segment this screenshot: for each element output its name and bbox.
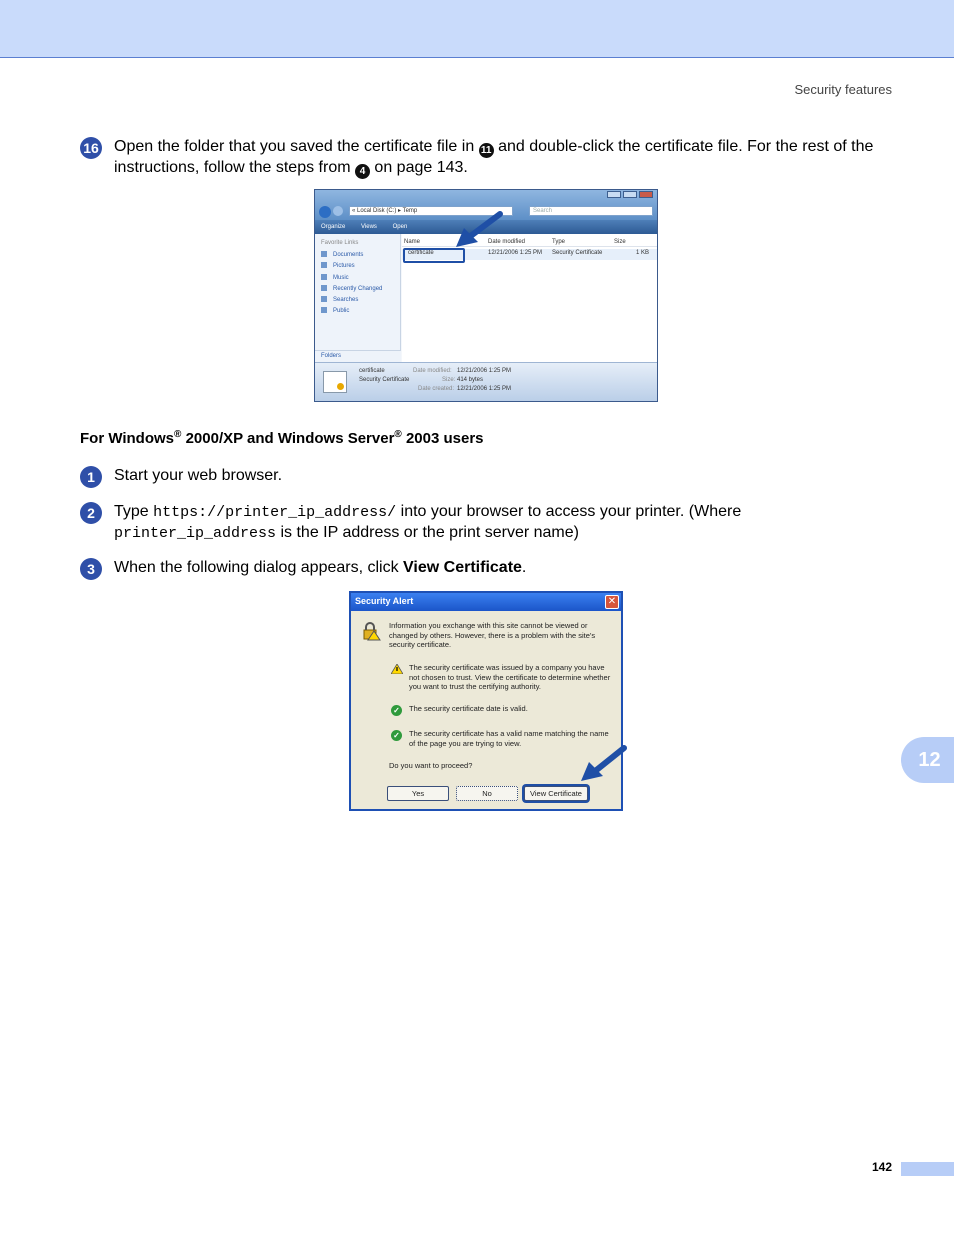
- step-3: [80, 558, 900, 580]
- file-type: Security Certificate: [552, 250, 603, 256]
- dialog-date-valid: The security certificate date is valid.: [409, 704, 528, 713]
- nav-link: Recently Changed: [321, 284, 396, 295]
- detail-modified-label: Date modified:: [413, 368, 452, 374]
- warning-icon: [391, 664, 403, 674]
- nav-link: Documents: [321, 250, 396, 261]
- column-date: Date modified: [488, 239, 526, 245]
- favorite-links-label: Favorite Links: [321, 240, 359, 246]
- dialog-name-valid: The security certificate has a valid name matching the name of the page you are trying to view.: [409, 729, 609, 748]
- lock-warning-icon: [361, 621, 381, 641]
- text-run: is the IP address or the print server name): [276, 524, 579, 541]
- step-badge: 2: [80, 502, 102, 524]
- close-icon: ✕: [605, 595, 619, 609]
- column-type: Type: [552, 239, 566, 245]
- views-menu: Views: [361, 224, 377, 230]
- heading-text: 2003 users: [401, 430, 484, 447]
- dialog-title: Security Alert: [351, 593, 621, 611]
- bold-label: View Certificate: [403, 559, 522, 576]
- maximize-icon: [623, 191, 637, 198]
- nav-link: Searches: [321, 295, 396, 306]
- step-reference: 4: [355, 164, 370, 179]
- text-run: and double-click the certificate file. For the rest of the instructions, follow the steps from: [114, 138, 874, 176]
- details-pane: [315, 362, 657, 402]
- dialog-intro: Information you exchange with this site cannot be viewed or changed by others. However, there is a problem with the site's security certificate.: [389, 621, 596, 649]
- step-2: [80, 502, 900, 546]
- column-name: Name: [404, 239, 421, 245]
- top-banner: [0, 0, 954, 58]
- step-reference: 11: [479, 143, 494, 158]
- check-icon: ✓: [391, 730, 402, 741]
- file-size: 1 KB: [636, 250, 650, 256]
- file-name: certificate: [408, 250, 434, 256]
- page-bar: [901, 1162, 954, 1176]
- nav-link: Pictures: [321, 261, 396, 272]
- detail-size-label: Size:: [442, 377, 456, 383]
- column-headers: [402, 238, 657, 247]
- step-1: [80, 466, 900, 488]
- nav-link: Public: [321, 306, 396, 317]
- text-run: .: [521, 559, 527, 576]
- minimize-icon: [607, 191, 621, 198]
- open-menu: Open: [392, 224, 408, 230]
- step-badge: 3: [80, 558, 102, 580]
- registered-mark: ®: [394, 429, 402, 440]
- detail-modified: 12/21/2006 1:25 PM: [457, 368, 512, 374]
- step-text: [114, 558, 894, 578]
- registered-mark: ®: [174, 429, 182, 440]
- navigation-pane: [315, 234, 401, 362]
- code-address: printer_ip_address: [114, 525, 277, 542]
- back-icon: [319, 206, 331, 218]
- detail-created-label: Date created:: [418, 386, 455, 392]
- close-icon: [639, 191, 653, 198]
- pointer-arrow-icon: [578, 744, 628, 784]
- detail-created: 12/21/2006 1:25 PM: [457, 386, 512, 392]
- heading-text: For Windows: [80, 430, 175, 447]
- dialog-question: Do you want to proceed?: [389, 761, 473, 770]
- code-url: https://printer_ip_address/: [153, 504, 397, 521]
- step-badge: 1: [80, 466, 102, 488]
- step-badge: 16: [80, 137, 102, 159]
- section-heading: [80, 429, 484, 447]
- no-button[interactable]: No: [456, 786, 518, 801]
- view-certificate-button[interactable]: View Certificate: [524, 786, 588, 801]
- text-run: Open the folder that you saved the certificate file in: [114, 138, 479, 155]
- highlight-box: [403, 248, 465, 263]
- nav-link: Music: [321, 273, 396, 284]
- yes-button[interactable]: Yes: [387, 786, 449, 801]
- pointer-arrow-icon: [452, 210, 504, 250]
- folders-toggle: Folders: [315, 350, 401, 362]
- heading-text: 2000/XP and Windows Server: [181, 430, 395, 447]
- step-text: [114, 137, 894, 179]
- dialog-warning-text: The security certificate was issued by a company you have not chosen to trust. View the certificate to determine whether you want to trust the certifying authority.: [409, 663, 611, 691]
- detail-name: certificate: [359, 368, 385, 374]
- check-icon: ✓: [391, 705, 402, 716]
- text-run: Type: [114, 503, 154, 520]
- search-box: Search: [529, 206, 653, 216]
- text-run: on page 143.: [369, 159, 468, 176]
- step-text: Start your web browser.: [114, 467, 283, 484]
- page-number: 142: [871, 1160, 892, 1174]
- column-size: Size: [614, 239, 626, 245]
- address-bar: « Local Disk (C:) ▸ Temp: [349, 206, 513, 216]
- text-run: When the following dialog appears, click: [114, 559, 404, 576]
- step-16: [80, 137, 900, 181]
- window-controls: [605, 191, 653, 200]
- chapter-tab: 12: [901, 737, 954, 783]
- step-text: [114, 502, 894, 544]
- detail-type: Security Certificate: [359, 377, 410, 383]
- file-date: 12/21/2006 1:25 PM: [488, 250, 543, 256]
- forward-icon: [333, 206, 343, 216]
- section-title: Security features: [794, 82, 892, 97]
- detail-size: 414 bytes: [457, 377, 484, 383]
- certificate-icon: [323, 371, 347, 393]
- text-run: into your browser to access your printer. (Where: [396, 503, 742, 520]
- organize-menu: Organize: [321, 224, 346, 230]
